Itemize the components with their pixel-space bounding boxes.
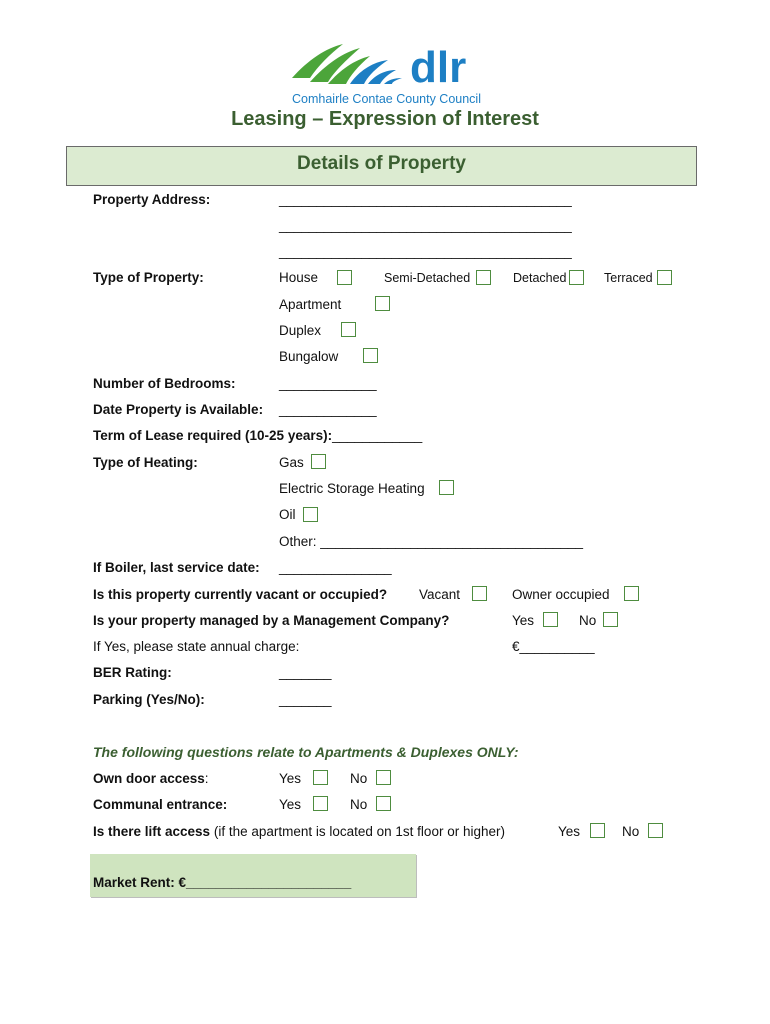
banner-title: Details of Property <box>297 153 466 174</box>
market-rent-field[interactable]: Market Rent: €______________________ <box>93 875 352 890</box>
oil-checkbox[interactable] <box>303 507 318 522</box>
details-banner <box>66 146 697 186</box>
gas-label: Gas <box>279 455 304 470</box>
property-type-label: Type of Property: <box>93 270 204 285</box>
communal-label: Communal entrance: <box>93 797 228 812</box>
apartment-checkbox[interactable] <box>375 296 390 311</box>
management-yes-checkbox[interactable] <box>543 612 558 627</box>
own-door-yes-checkbox[interactable] <box>313 770 328 785</box>
ber-label: BER Rating: <box>93 665 172 680</box>
gas-checkbox[interactable] <box>311 454 326 469</box>
communal-yes-checkbox[interactable] <box>313 796 328 811</box>
dlr-logo-graphic <box>288 40 488 108</box>
ber-field[interactable]: _______ <box>279 665 332 680</box>
dlr-logo <box>288 40 488 108</box>
lift-note: (if the apartment is located on 1st floor or higher) <box>210 824 505 839</box>
boiler-field[interactable]: _______________ <box>279 560 392 575</box>
lift-label: Is there lift access <box>93 824 211 839</box>
management-yes-label: Yes <box>512 613 535 628</box>
apartment-label: Apartment <box>279 297 342 312</box>
apartments-note: The following questions relate to Apartments & Duplexes ONLY: <box>93 744 519 760</box>
house-checkbox[interactable] <box>337 270 352 285</box>
house-label: House <box>279 270 319 285</box>
communal-no-label: No <box>350 797 368 812</box>
semi-detached-checkbox[interactable] <box>476 270 491 285</box>
address-label: Property Address: <box>93 192 211 207</box>
vacant-checkbox[interactable] <box>472 586 487 601</box>
lift-no-label: No <box>622 824 640 839</box>
lift-no-checkbox[interactable] <box>648 823 663 838</box>
management-no-checkbox[interactable] <box>603 612 618 627</box>
oil-label: Oil <box>279 507 296 522</box>
bedrooms-label: Number of Bedrooms: <box>93 376 236 391</box>
owner-occupied-label: Owner occupied <box>512 587 610 602</box>
communal-yes-label: Yes <box>279 797 302 812</box>
bungalow-checkbox[interactable] <box>363 348 378 363</box>
market-rent-box <box>90 854 416 897</box>
management-label: Is your property managed by a Management Company? <box>93 613 450 628</box>
electric-heating-checkbox[interactable] <box>439 480 454 495</box>
logo-subtitle: Comhairle Contae County Council <box>292 92 481 106</box>
bungalow-label: Bungalow <box>279 349 339 364</box>
parking-field[interactable]: _______ <box>279 692 332 707</box>
term-label: Term of Lease required (10-25 years): <box>93 428 333 443</box>
lift-yes-label: Yes <box>558 824 581 839</box>
bedrooms-field[interactable]: _____________ <box>279 376 377 391</box>
occupancy-label: Is this property currently vacant or occupied? <box>93 587 388 602</box>
available-label: Date Property is Available: <box>93 402 264 417</box>
own-door-no-checkbox[interactable] <box>376 770 391 785</box>
own-door-label: Own door access <box>93 771 205 786</box>
other-heating-field[interactable]: Other: ___________________________________ <box>279 534 584 549</box>
annual-charge-field[interactable]: €__________ <box>512 639 595 654</box>
parking-label: Parking (Yes/No): <box>93 692 205 707</box>
duplex-label: Duplex <box>279 323 322 338</box>
owner-occupied-checkbox[interactable] <box>624 586 639 601</box>
vacant-label: Vacant <box>419 587 461 602</box>
own-door-yes-label: Yes <box>279 771 302 786</box>
terraced-label: Terraced <box>604 271 653 285</box>
own-door-no-label: No <box>350 771 368 786</box>
detached-label: Detached <box>513 271 567 285</box>
duplex-checkbox[interactable] <box>341 322 356 337</box>
boiler-label: If Boiler, last service date: <box>93 560 260 575</box>
lift-yes-checkbox[interactable] <box>590 823 605 838</box>
detached-checkbox[interactable] <box>569 270 584 285</box>
own-door-colon: : <box>204 771 209 786</box>
management-no-label: No <box>579 613 597 628</box>
available-field[interactable]: _____________ <box>279 402 377 417</box>
page-title: Leasing – Expression of Interest <box>231 108 539 130</box>
terraced-checkbox[interactable] <box>657 270 672 285</box>
address-line-1[interactable]: _______________________________________ <box>279 192 572 207</box>
semi-detached-label: Semi-Detached <box>384 271 471 285</box>
address-line-2[interactable]: _______________________________________ <box>279 218 572 233</box>
logo-word: dlr <box>410 43 467 92</box>
term-field[interactable]: ____________ <box>332 428 423 443</box>
electric-heating-label: Electric Storage Heating <box>279 481 425 496</box>
heating-label: Type of Heating: <box>93 455 198 470</box>
address-line-3[interactable]: _______________________________________ <box>279 244 572 259</box>
annual-charge-label: If Yes, please state annual charge: <box>93 639 300 654</box>
communal-no-checkbox[interactable] <box>376 796 391 811</box>
